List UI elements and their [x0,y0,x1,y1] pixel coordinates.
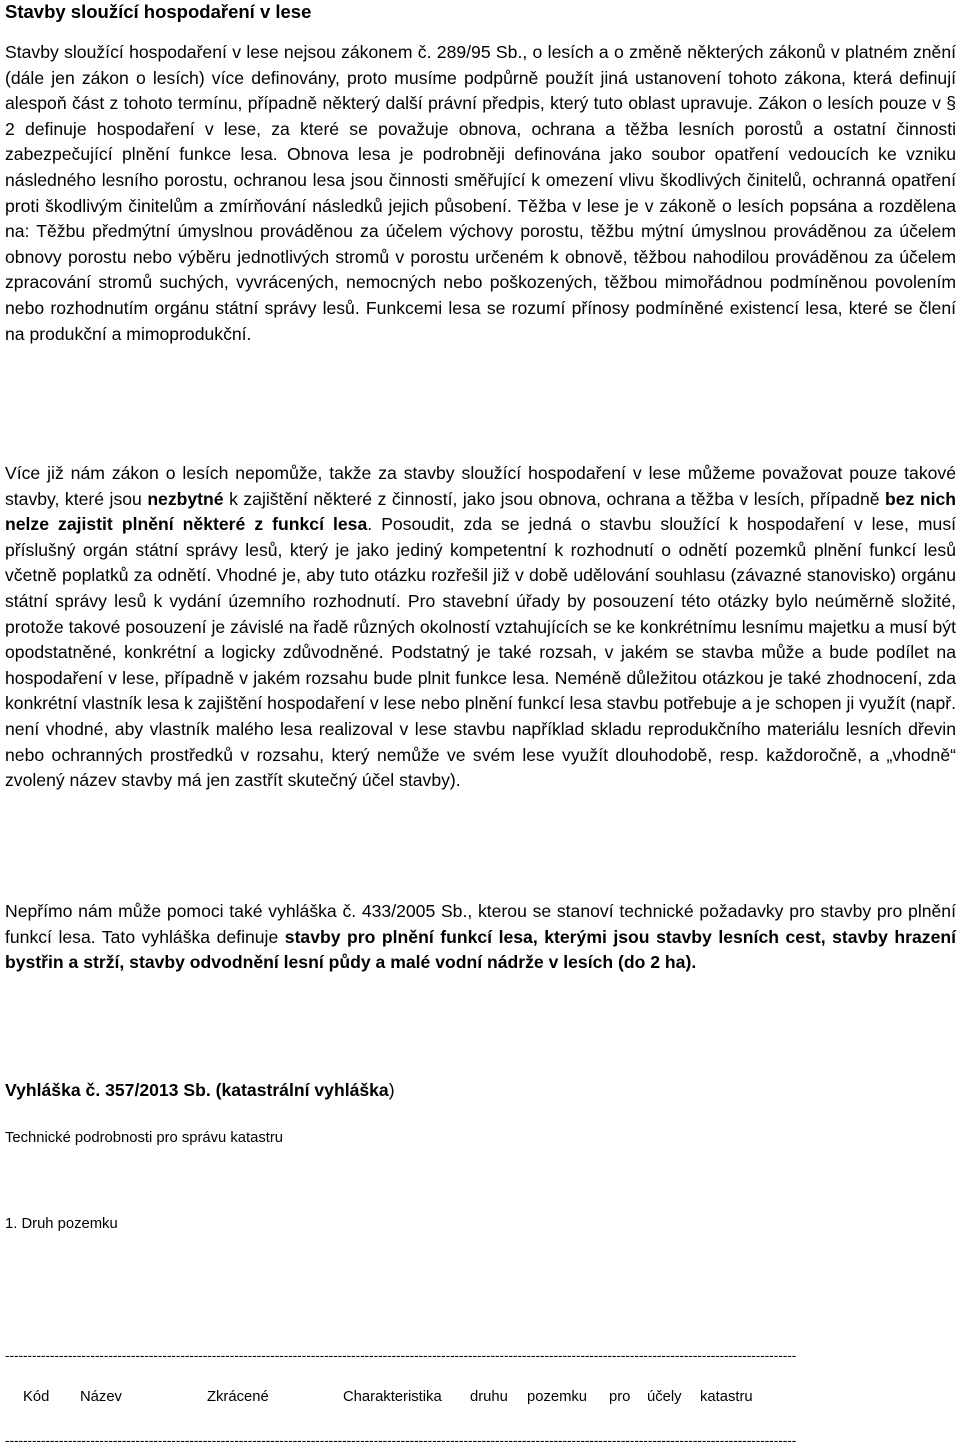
column-charakteristika: Charakteristika [343,1389,442,1405]
column-kod: Kód [23,1389,50,1405]
column-ucely: účely [647,1389,682,1405]
p2-text-2: k zajištění některé z činností, jako jsou obnova, ochrana a těžba v lesích, případně [223,488,886,509]
page-title: Stavby sloužící hospodaření v lese [5,1,312,22]
paragraph-2 [5,461,956,794]
p3-bold-1: stavby pro plnění funkcí lesa, kterými jsou stavby lesních cest, stavby hrazení bystřin a strží, stavby odvodnění lesní půdy a malé vodní nádrže v lesích (do 2 ha). [5,926,957,973]
paragraph-3 [5,899,956,976]
p3-text-1: Nepřímo nám může pomoci také vyhláška č. 433/2005 Sb., kterou se stanoví technické požadavky pro stavby pro plnění funkcí lesa. Tato vyhláška definuje [5,901,956,947]
p1-text-2: 2 definuje hospodaření v lese, za které se považuje obnova, ochrana a těžba lesních porostů a ostatní činnosti zabezpečující plnění funkce lesa. Obnova lesa je podrobněji definována jako soubor opatření vedoucích ke vzniku následného lesního porostu, ochranou lesa jsou činnosti směřující k omezení vlivu škodlivých činitelů, ochranná opatření proti škodlivým činitelům a zmírňování následků jejich působení. Těžba v lese je v zákoně o lesích popsána a rozdělena na: Těžbu předmýtní úmyslnou prováděnou za účelem výchovy porostu, těžbu mýtní úmyslnou prováděnou za účelem obnovy porostu nebo výběru jednotlivých stromů v porostu určeném k obnově, těžbou nahodilou prováděnou za účelem zpracování stromů suchých, vyvrácených, nemocných nebo poškozených, těžbou mimořádnou podmíněnou povolením nebo rozhodnutím orgánu státní správy lesů. Funkcemi lesa se rozumí přínosy podmíněné existencí lesa, které se člení na produkční a mimoprodukční. [5,118,956,344]
column-pro: pro [609,1389,631,1405]
p2-text-3: . Posoudit, zda se jedná o stavbu sloužící k hospodaření v lese, musí příslušný orgán státní správy lesů, který je jako jediný kompetentní k rozhodnutí o odnětí pozemků plnění funkcí lesů včetně poplatků za odnětí. Vhodné je, aby tuto otázku rozřešil již v době udělování souhlasu (závazné stanovisko) orgánu státní správy lesů k vydání územního rozhodnutí. Pro stavební úřady by posouzení této otázky bylo neúměrně složité, protože takové posouzení je závislé na řadě různých okolností vztahujících se ke konkrétnímu lesnímu majetku a musí být opodstatněné, konkrétní a logicky zdůvodněné. Podstatný je také rozsah, v jakém se stavba může a bude podílet na hospodaření v lese, případně v jakém rozsahu bude plnit funkce lesa. Neméně důležitou otázkou je také zhodnocení, zda konkrétní vlastník lesa k zajištění hospodaření v lese nebo plnění funkcí lesa stavbu potřebuje a je schopen ji využít (např. není vhodné, aby vlastník malého lesa realizoval v lese stavbu například skladu reprodukčního materiálu lesních dřevin nebo ochranných prostředků v rozsahu, který nemůže ve svém lese využít dlouhodobě, resp. každoročně, a „vhodně“ zvolený název stavby má jen zastřít skutečný účel stavby). [5,514,956,791]
dashed-separator-top: -------------------------------------------------------------------------------------------------------------------------------------------------------------------------------- [5,1348,797,1363]
p2-text-1: Více již nám zákon o lesích nepomůže, takže za stavby sloužící hospodaření v lese můžeme považovat pouze takové stavby, které jsou [5,463,956,509]
p2-bold-2: bez nich nelze zajistit plnění některé z funkcí lesa [5,488,957,535]
technical-details-caption: Technické podrobnosti pro správu katastru [5,1130,284,1146]
vyhlaska-heading-bold: Vyhláška č. 357/2013 Sb. (katastrální vyhláška [5,1080,389,1100]
column-pozemku: pozemku [527,1389,588,1405]
column-zkracene: Zkrácené [207,1389,269,1405]
paragraph-1 [5,40,956,347]
land-type-heading: 1. Druh pozemku [5,1216,118,1232]
p1-text-1: Stavby sloužící hospodaření v lese nejsou zákonem č. 289/95 Sb., o lesích a o změně některých zákonů v platném znění (dále jen zákon o lesích) více definovány, proto musíme podpůrně použít jiná ustanovení tohoto zákona, která definují alespoň část z tohoto termínu, případně některý další právní předpis, který tuto oblast upravuje. Zákon o lesích pouze v [5,42,956,114]
column-katastru: katastru [700,1389,753,1405]
dashed-separator-bottom: -------------------------------------------------------------------------------------------------------------------------------------------------------------------------------- [5,1433,797,1448]
vyhlaska-heading [5,1080,395,1101]
vyhlaska-heading-paren: ) [388,1080,395,1100]
column-druhu: druhu [470,1389,508,1405]
table-column-headers [5,1389,785,1409]
section-sign: § [946,93,956,114]
p2-bold-1: nezbytné [147,488,224,509]
column-nazev: Název [80,1389,122,1405]
